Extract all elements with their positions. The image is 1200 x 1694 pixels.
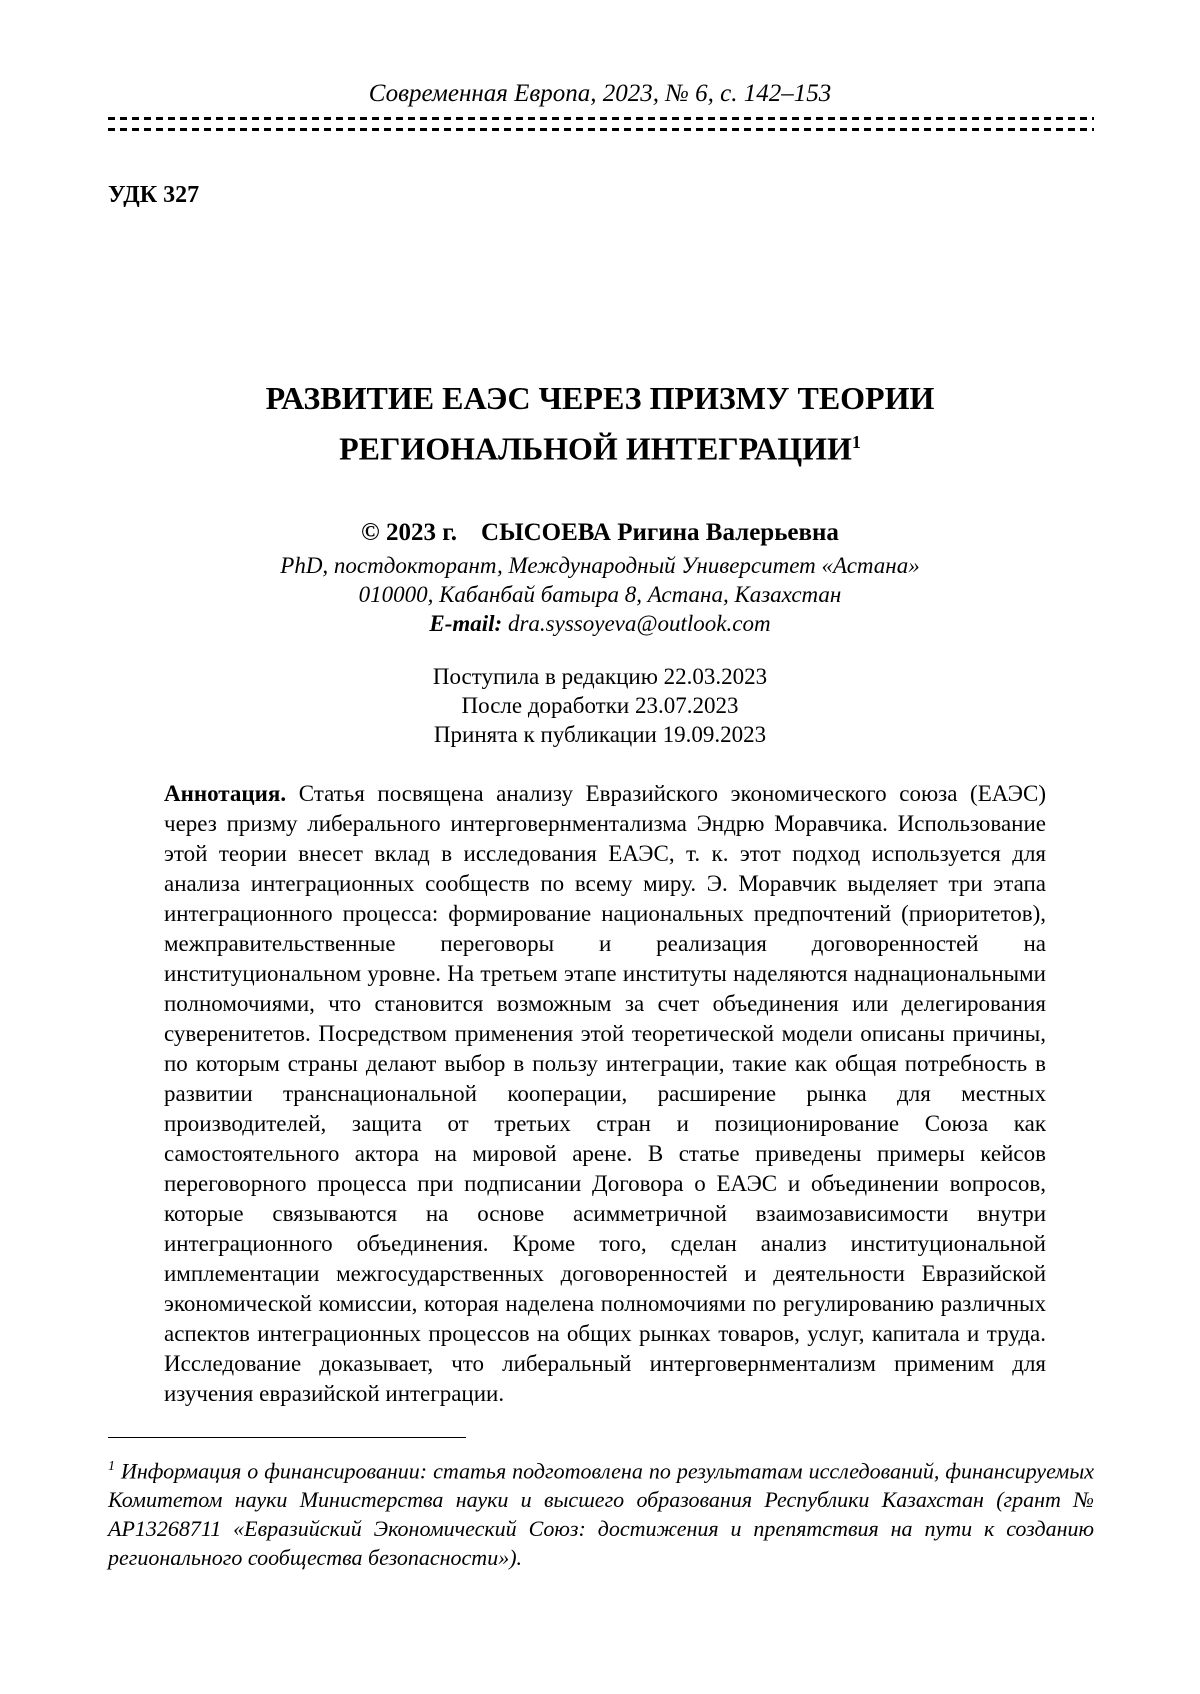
footnote-mark: 1 [108,1459,115,1474]
journal-header: Современная Европа, 2023, № 6, с. 142–153 [368,80,832,107]
abstract [164,779,1046,1409]
author-position: PhD, постдокторант, Международный Университет «Астана» [280,553,920,578]
author-line [0,518,1200,548]
author-name: СЫСОЕВА Ригина Валерьевна [481,519,839,546]
author-email[interactable]: dra.syssoyeva@outlook.com [507,611,771,636]
article-dates [0,662,1200,749]
title-line-2-text: РЕГИОНАЛЬНОЙ ИНТЕГРАЦИИ [339,430,852,467]
email-label: E-mail: [429,611,503,636]
title-footnote-mark[interactable]: 1 [851,432,861,452]
author-affiliation [0,551,1200,638]
date-accepted: Принята к публикации 19.09.2023 [433,722,767,747]
abstract-label: Аннотация. [164,781,287,806]
copyright-year: © 2023 г. [361,519,458,546]
title-line-2 [0,420,1200,471]
footnote-rule [108,1437,466,1438]
author-email-line [0,609,1200,638]
header-separator [108,117,1094,131]
article-title [0,376,1200,471]
udk-code: УДК 327 [108,182,200,208]
title-line-1: РАЗВИТИЕ ЕАЭС ЧЕРЕЗ ПРИЗМУ ТЕОРИИ [265,380,935,416]
date-revised: После доработки 23.07.2023 [461,693,739,718]
author-address: 010000, Кабанбай батыра 8, Астана, Казахстан [358,582,842,607]
date-received: Поступила в редакцию 22.03.2023 [432,664,768,689]
abstract-text: Статья посвящена анализу Евразийского экономического союза (ЕАЭС) через призму либерального интерговернментализма Эндрю Моравчика. Использование этой теории внесет вклад в исследования ЕАЭС, т. к. этот подход используется для анализа интеграционных сообществ по всему миру. Э. Моравчик выделяет три этапа интеграционного процесса: формирование национальных предпочтений (приоритетов), межправительственные переговоры и реализация договоренностей на институциональном уровне. На третьем этапе институты наделяются наднациональными полномочиями, что становится возможным за счет объединения или делегирования суверенитетов. Посредством применения этой теоретической модели описаны причины, по которым страны делают выбор в пользу интеграции, такие как общая потребность в развитии транснациональной кооперации, расширение рынка для местных производителей, защита от третьих стран и позиционирование Союза как самостоятельного актора на мировой арене. В статье приведены примеры кейсов переговорного процесса при подписании Договора о ЕАЭС и объединении вопросов, которые связываются на основе асимметричной взаимозависимости внутри интеграционного объединения. Кроме того, сделан анализ институциональной имплементации межгосударственных договоренностей и деятельности Евразийской экономической комиссии, которая наделена полномочиями по регулированию различных аспектов интеграционных процессов на общих рынках товаров, услуг, капитала и труда. Исследование доказывает, что либеральный интерговернментализм применим для изучения евразийской интеграции. [164,781,1046,1406]
footnote [108,1452,1094,1572]
footnote-text: Информация о финансировании: статья подготовлена по результатам исследований, финансируемых Комитетом науки Министерства науки и высшего образования Республики Казахстан (грант № AP13268711 «Евразийский Экономический Союз: достижения и препятствия на пути к созданию регионального сообщества безопасности»). [108,1458,1094,1571]
